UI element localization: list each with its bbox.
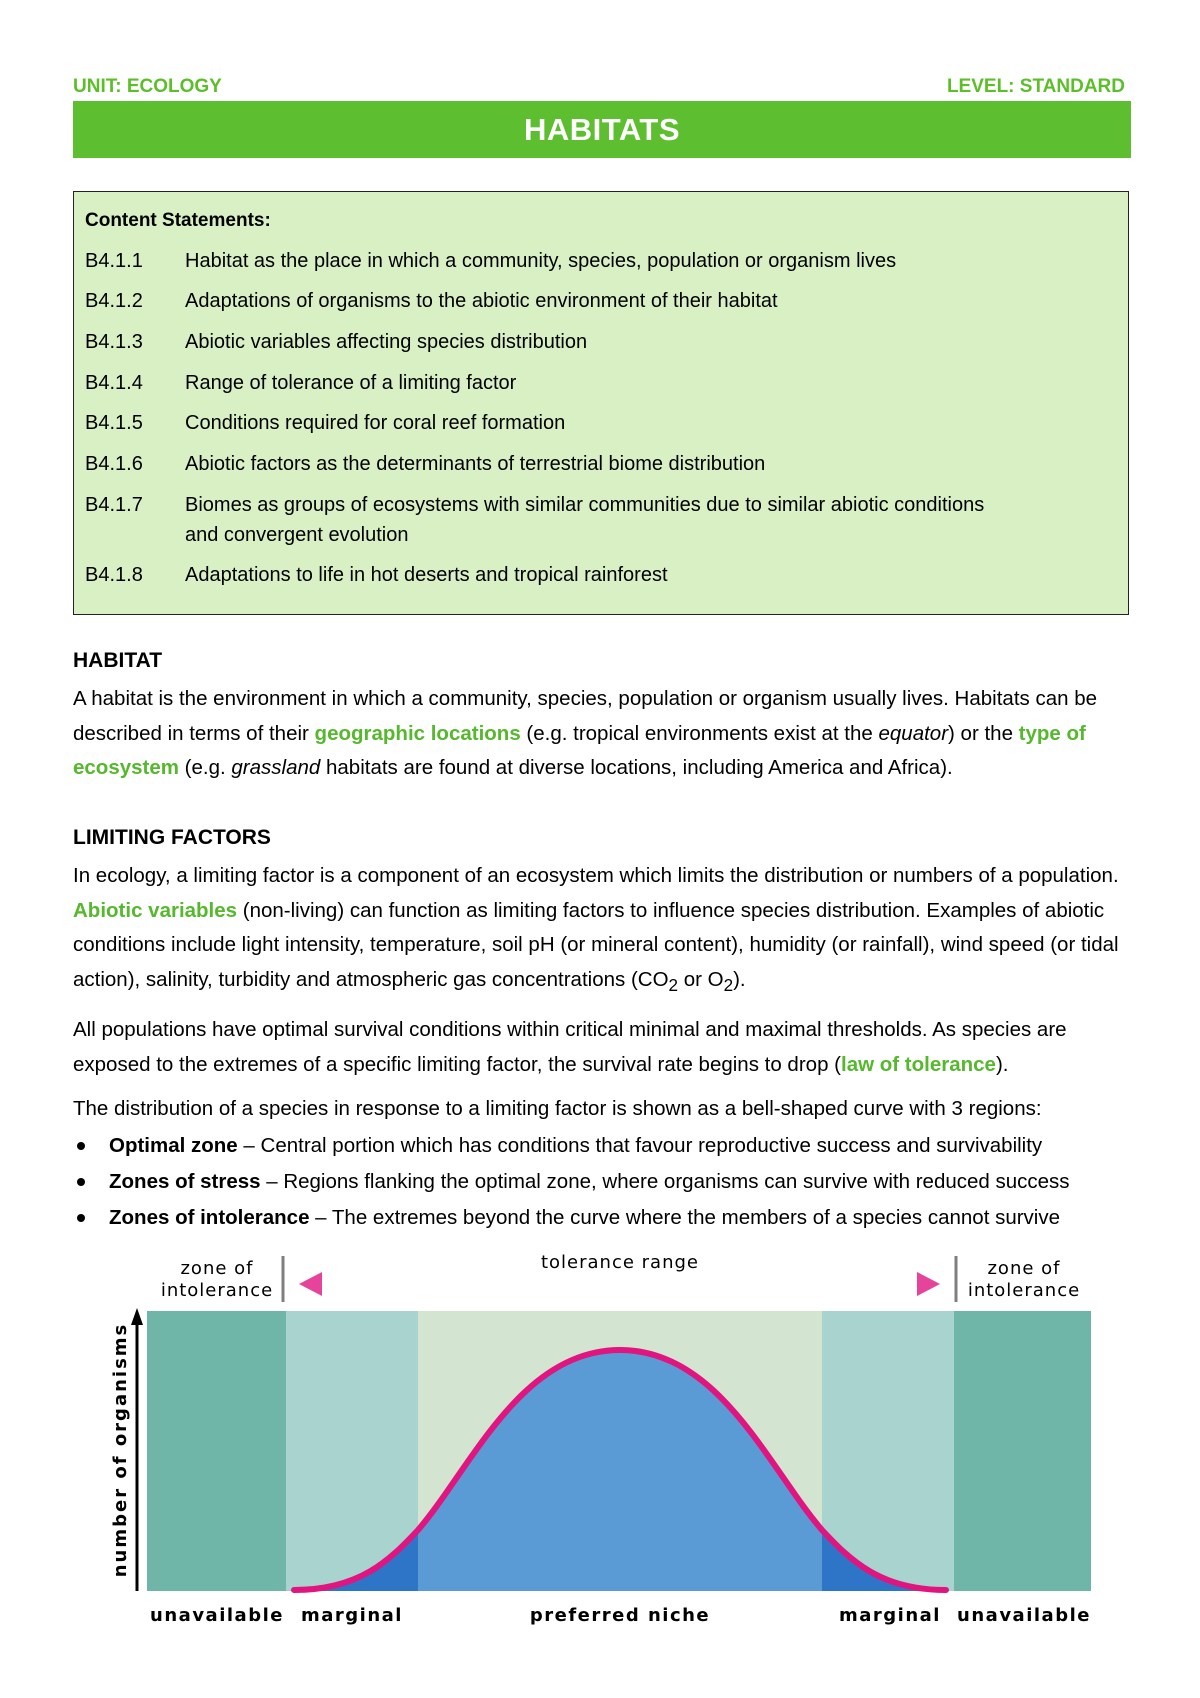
statement-code: B4.1.6 <box>85 453 143 475</box>
region-unavailable-right <box>954 1311 1091 1591</box>
bullet-term: Optimal zone <box>109 1134 238 1157</box>
statement-code: B4.1.3 <box>85 331 143 353</box>
y-axis-label: number of organisms <box>110 1322 131 1578</box>
region-unavailable-left <box>147 1311 286 1591</box>
zone-of-intolerance-right-line2: intolerance <box>967 1280 1081 1301</box>
zone-of-intolerance-left-line1: zone of <box>180 1258 254 1279</box>
statement-code: B4.1.2 <box>85 290 143 312</box>
statement-text: Adaptations to life in hot deserts and tropical rainforest <box>185 564 668 586</box>
statement-text: Adaptations of organisms to the abiotic environment of their habitat <box>185 290 778 312</box>
statement-text: Range of tolerance of a limiting factor <box>185 372 517 394</box>
tolerance-arrowhead-right <box>917 1272 940 1296</box>
bullet-term: Zones of intolerance <box>109 1206 310 1229</box>
highlight-term: Abiotic variables <box>73 898 238 922</box>
statement-code: B4.1.4 <box>85 372 143 394</box>
statement-text: Biomes as groups of ecosystems with similar communities due to similar abiotic conditions <box>185 494 985 516</box>
tolerance-arrowhead-left <box>299 1272 322 1296</box>
statement-text: Abiotic factors as the determinants of terrestrial biome distribution <box>185 453 766 475</box>
limiting-factors-paragraph-1: In ecology, a limiting factor is a component of an ecosystem which limits the distribution or numbers of a population. Abiotic variables (non-living) can function as limiting factors to influence species distribution. Examples of abiotic conditions include light intensity, temperature, soil pH (or mineral content), humidity (or rainfall), wind speed (or tidal action), salinity, turbidity and atmospheric gas concentrations ($CO_2$ or $O_2$). <box>73 864 1119 995</box>
bullet-term: Zones of stress <box>109 1170 261 1193</box>
limiting-factors-paragraph-3: The distribution of a species in response to a limiting factor is shown as a bell-shaped curve with 3 regions: <box>73 1097 1042 1120</box>
content-statements-heading: Content Statements: <box>85 210 271 231</box>
statement-code: B4.1.5 <box>85 412 143 434</box>
statement-text-continuation: and convergent evolution <box>185 524 409 546</box>
bullet-text: – The extremes beyond the curve where the members of a species cannot survive <box>309 1206 1061 1229</box>
statement-text: Abiotic variables affecting species distribution <box>185 331 588 353</box>
tolerance-range-label: tolerance range <box>540 1252 700 1273</box>
bullet-text: – Central portion which has conditions that favour reproductive success and survivability <box>237 1134 1043 1157</box>
page-title: HABITATS <box>523 111 681 147</box>
highlight-term: geographic locations <box>314 721 521 745</box>
statement-text: Habitat as the place in which a community, species, population or organism lives <box>185 250 897 272</box>
statement-code: B4.1.7 <box>85 494 143 516</box>
statement-text: Conditions required for coral reef formation <box>185 412 566 434</box>
x-label-marginal-left: marginal <box>301 1605 403 1626</box>
limiting-factors-paragraph-2: All populations have optimal survival conditions within critical minimal and maximal thresholds. As species are exposed to the extremes of a specific limiting factor, the survival rate begins to drop (law of tolerance). <box>73 1018 1067 1076</box>
highlight-term: type of ecosystem <box>73 721 1086 779</box>
highlight-term: law of tolerance <box>841 1052 996 1076</box>
zone-of-intolerance-left-line2: intolerance <box>160 1280 274 1301</box>
habitat-heading: HABITAT <box>73 649 163 672</box>
statement-code: B4.1.8 <box>85 564 143 586</box>
x-label-unavailable-left: unavailable <box>150 1605 284 1626</box>
statement-code: B4.1.1 <box>85 250 143 272</box>
limiting-factors-heading: LIMITING FACTORS <box>73 826 271 849</box>
zone-of-intolerance-right-line1: zone of <box>987 1258 1061 1279</box>
x-label-marginal-right: marginal <box>839 1605 941 1626</box>
habitat-paragraph: A habitat is the environment in which a community, species, population or organism usually lives. Habitats can be described in terms of their geographic locations (e.g. tropical environments exist at the equator) or the type of ecosystem (e.g. grassland habitats are found at diverse locations, including America and Africa). <box>73 687 1098 779</box>
x-label-unavailable-right: unavailable <box>957 1605 1091 1626</box>
bullet-text: – Regions flanking the optimal zone, where organisms can survive with reduced success <box>260 1170 1070 1193</box>
unit-label: UNIT: ECOLOGY <box>73 76 222 97</box>
level-label: LEVEL: STANDARD <box>946 76 1125 97</box>
x-label-preferred-niche: preferred niche <box>529 1605 711 1626</box>
y-axis-arrowhead <box>131 1308 143 1325</box>
